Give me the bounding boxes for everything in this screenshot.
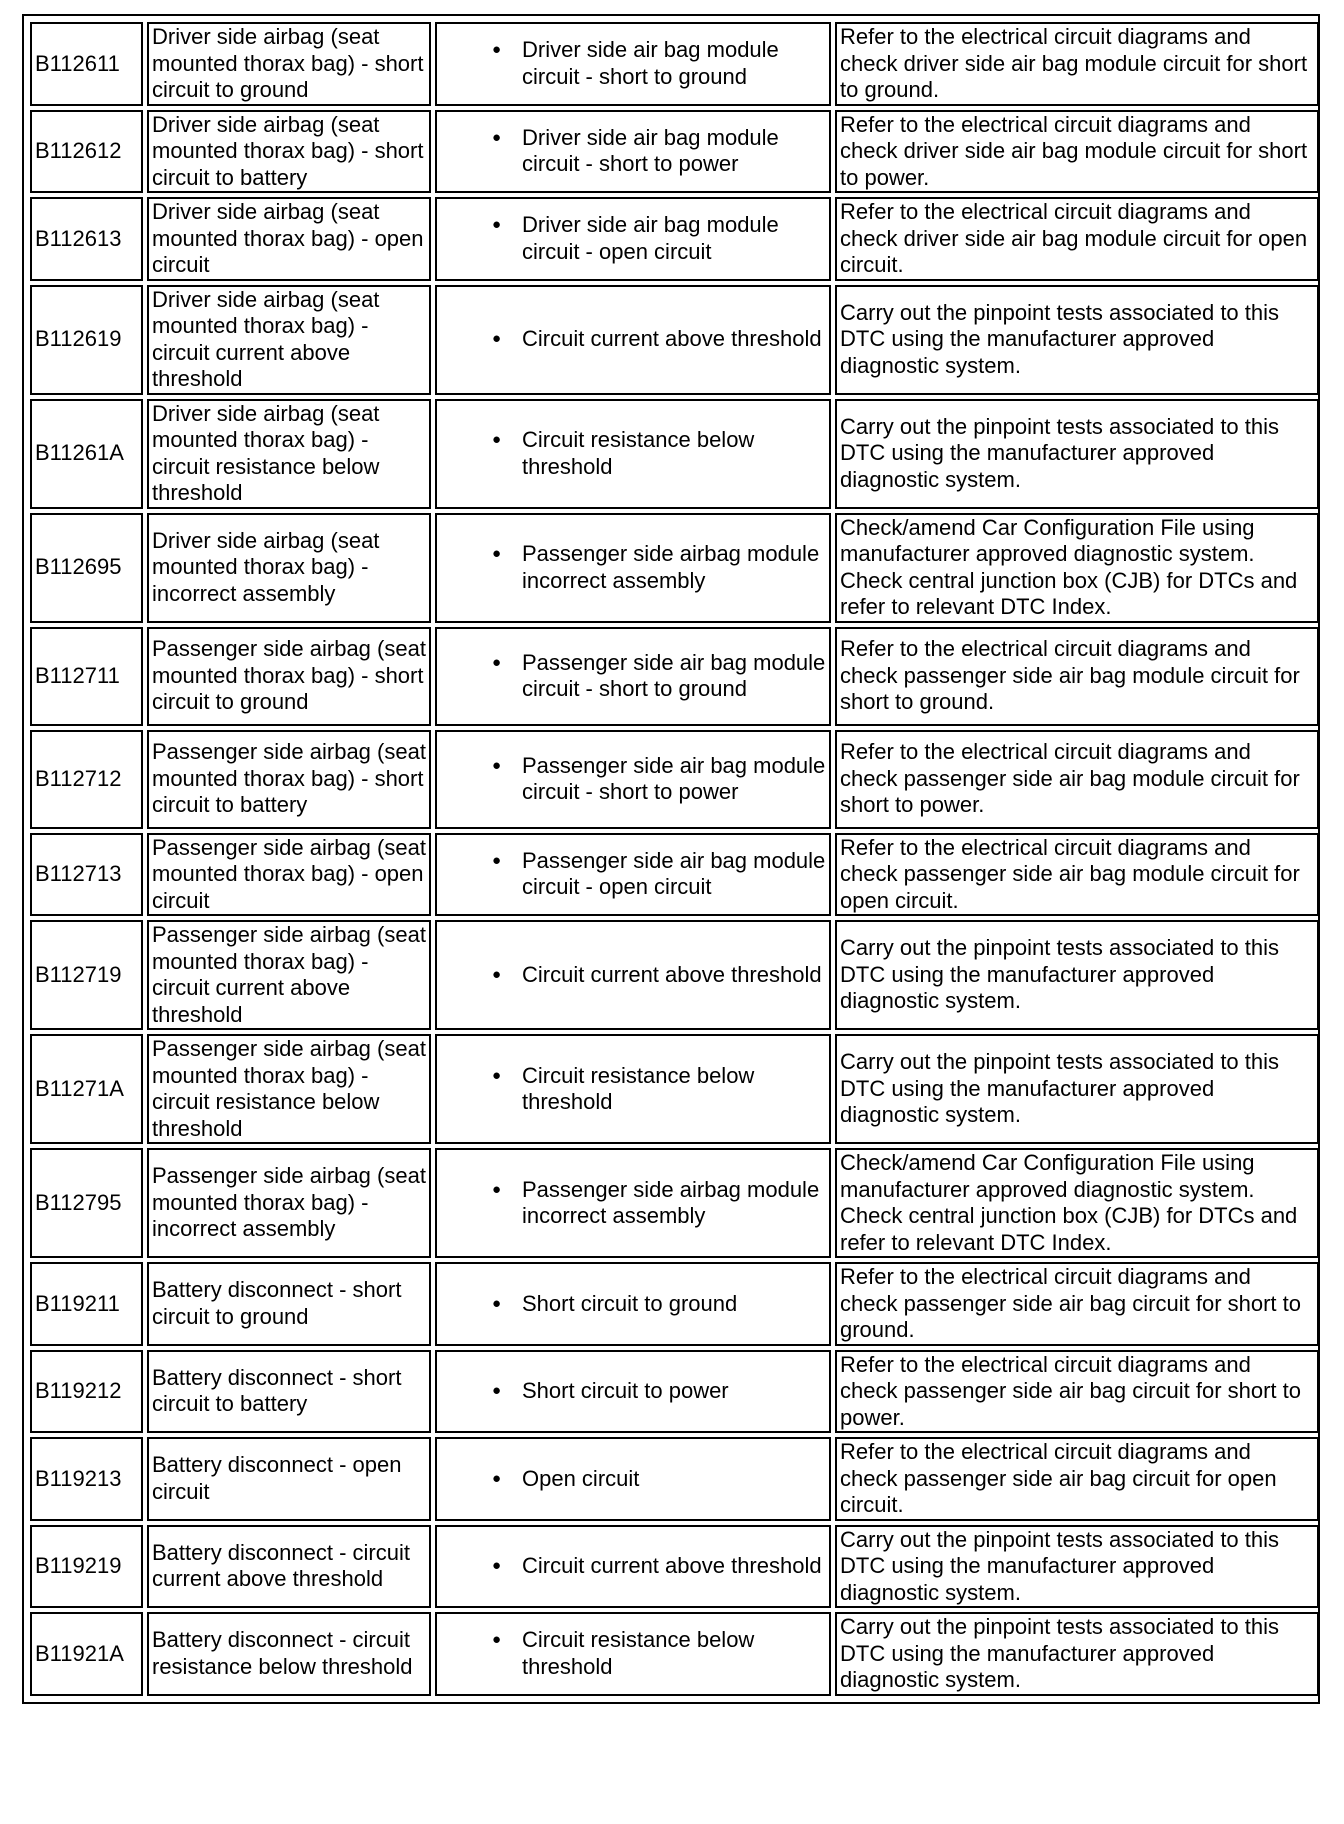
possible-cause-list <box>440 541 826 594</box>
action-cell: Refer to the electrical circuit diagrams and check driver side air bag module circuit for short to power. <box>835 110 1319 194</box>
table-row <box>30 1262 1319 1346</box>
dtc-description-cell: Battery disconnect - circuit current above threshold <box>147 1525 431 1609</box>
possible-cause-cell <box>435 730 831 829</box>
dtc-code-cell: B112613 <box>30 197 143 281</box>
possible-cause-cell <box>435 627 831 726</box>
dtc-description-cell: Passenger side airbag (seat mounted thorax bag) - short circuit to ground <box>147 627 431 726</box>
table-row <box>30 110 1319 194</box>
table-row <box>30 513 1319 623</box>
dtc-description-cell: Driver side airbag (seat mounted thorax bag) - short circuit to ground <box>147 22 431 106</box>
possible-cause-item: ● Driver side air bag module circuit - short to power <box>522 125 826 178</box>
dtc-code-cell: B112713 <box>30 833 143 917</box>
possible-cause-list <box>440 1063 826 1116</box>
action-cell: Refer to the electrical circuit diagrams and check driver side air bag module circuit for short to ground. <box>835 22 1319 106</box>
action-cell: Refer to the electrical circuit diagrams and check passenger side air bag circuit for short to power. <box>835 1350 1319 1434</box>
table-row <box>30 833 1319 917</box>
possible-cause-cell <box>435 285 831 395</box>
possible-cause-cell <box>435 1034 831 1144</box>
dtc-description-cell: Passenger side airbag (seat mounted thorax bag) - incorrect assembly <box>147 1148 431 1258</box>
table-row <box>30 197 1319 281</box>
action-cell: Check/amend Car Configuration File using manufacturer approved diagnostic system. Check central junction box (CJB) for DTCs and refer to relevant DTC Index. <box>835 513 1319 623</box>
table-row <box>30 1034 1319 1144</box>
possible-cause-item: ● Passenger side airbag module incorrect assembly <box>522 1177 826 1230</box>
dtc-code-cell: B11921A <box>30 1612 143 1696</box>
possible-cause-list <box>440 1627 826 1680</box>
possible-cause-item: ● Circuit resistance below threshold <box>522 1627 826 1680</box>
dtc-description-cell: Battery disconnect - open circuit <box>147 1437 431 1521</box>
possible-cause-list <box>440 212 826 265</box>
table-row <box>30 627 1319 726</box>
dtc-description-cell: Passenger side airbag (seat mounted thorax bag) - circuit resistance below threshold <box>147 1034 431 1144</box>
dtc-code-cell: B112619 <box>30 285 143 395</box>
dtc-code-cell: B112695 <box>30 513 143 623</box>
table-row <box>30 1612 1319 1696</box>
dtc-description-cell: Driver side airbag (seat mounted thorax bag) - incorrect assembly <box>147 513 431 623</box>
dtc-table <box>26 18 1323 1700</box>
action-cell: Carry out the pinpoint tests associated to this DTC using the manufacturer approved diagnostic system. <box>835 285 1319 395</box>
table-row <box>30 920 1319 1030</box>
possible-cause-cell <box>435 1437 831 1521</box>
table-row <box>30 399 1319 509</box>
possible-cause-list <box>440 326 826 353</box>
possible-cause-item: ● Short circuit to power <box>522 1378 826 1405</box>
dtc-description-cell: Passenger side airbag (seat mounted thorax bag) - circuit current above threshold <box>147 920 431 1030</box>
action-cell: Refer to the electrical circuit diagrams and check passenger side air bag circuit for open circuit. <box>835 1437 1319 1521</box>
table-row <box>30 22 1319 106</box>
dtc-code-cell: B112611 <box>30 22 143 106</box>
possible-cause-list <box>440 427 826 480</box>
dtc-code-cell: B119219 <box>30 1525 143 1609</box>
possible-cause-cell <box>435 513 831 623</box>
dtc-code-cell: B119213 <box>30 1437 143 1521</box>
possible-cause-cell <box>435 110 831 194</box>
dtc-code-cell: B112711 <box>30 627 143 726</box>
action-cell: Carry out the pinpoint tests associated to this DTC using the manufacturer approved diagnostic system. <box>835 1612 1319 1696</box>
dtc-code-cell: B112712 <box>30 730 143 829</box>
possible-cause-item: ● Circuit resistance below threshold <box>522 1063 826 1116</box>
possible-cause-list <box>440 125 826 178</box>
dtc-description-cell: Battery disconnect - circuit resistance below threshold <box>147 1612 431 1696</box>
action-cell: Refer to the electrical circuit diagrams and check passenger side air bag module circuit for short to power. <box>835 730 1319 829</box>
possible-cause-cell <box>435 22 831 106</box>
possible-cause-cell <box>435 197 831 281</box>
possible-cause-list <box>440 962 826 989</box>
possible-cause-item: ● Passenger side air bag module circuit - short to ground <box>522 650 826 703</box>
dtc-code-cell: B112795 <box>30 1148 143 1258</box>
dtc-code-cell: B112719 <box>30 920 143 1030</box>
dtc-description-cell: Driver side airbag (seat mounted thorax bag) - circuit resistance below threshold <box>147 399 431 509</box>
possible-cause-item: ● Driver side air bag module circuit - short to ground <box>522 37 826 90</box>
possible-cause-cell <box>435 1525 831 1609</box>
action-cell: Carry out the pinpoint tests associated to this DTC using the manufacturer approved diagnostic system. <box>835 1034 1319 1144</box>
dtc-description-cell: Battery disconnect - short circuit to battery <box>147 1350 431 1434</box>
possible-cause-item: ● Passenger side air bag module circuit - open circuit <box>522 848 826 901</box>
possible-cause-list <box>440 848 826 901</box>
dtc-description-cell: Driver side airbag (seat mounted thorax bag) - open circuit <box>147 197 431 281</box>
possible-cause-list <box>440 1291 826 1318</box>
possible-cause-item: ● Circuit current above threshold <box>522 962 826 989</box>
dtc-table-frame <box>22 14 1320 1704</box>
dtc-description-cell: Battery disconnect - short circuit to ground <box>147 1262 431 1346</box>
possible-cause-list <box>440 650 826 703</box>
action-cell: Check/amend Car Configuration File using manufacturer approved diagnostic system. Check central junction box (CJB) for DTCs and refer to relevant DTC Index. <box>835 1148 1319 1258</box>
dtc-code-cell: B11271A <box>30 1034 143 1144</box>
possible-cause-cell <box>435 833 831 917</box>
possible-cause-list <box>440 1553 826 1580</box>
dtc-table-body <box>30 22 1319 1696</box>
table-row <box>30 1437 1319 1521</box>
action-cell: Refer to the electrical circuit diagrams and check passenger side air bag module circuit for short to ground. <box>835 627 1319 726</box>
dtc-code-cell: B119211 <box>30 1262 143 1346</box>
action-cell: Carry out the pinpoint tests associated to this DTC using the manufacturer approved diagnostic system. <box>835 399 1319 509</box>
action-cell: Refer to the electrical circuit diagrams and check driver side air bag module circuit for open circuit. <box>835 197 1319 281</box>
possible-cause-cell <box>435 1612 831 1696</box>
possible-cause-list <box>440 1177 826 1230</box>
dtc-code-cell: B11261A <box>30 399 143 509</box>
table-row <box>30 1148 1319 1258</box>
dtc-description-cell: Passenger side airbag (seat mounted thorax bag) - short circuit to battery <box>147 730 431 829</box>
dtc-description-cell: Passenger side airbag (seat mounted thorax bag) - open circuit <box>147 833 431 917</box>
possible-cause-list <box>440 1466 826 1493</box>
possible-cause-item: ● Passenger side air bag module circuit - short to power <box>522 753 826 806</box>
dtc-code-cell: B119212 <box>30 1350 143 1434</box>
table-row <box>30 730 1319 829</box>
table-row <box>30 285 1319 395</box>
possible-cause-list <box>440 37 826 90</box>
possible-cause-cell <box>435 920 831 1030</box>
action-cell: Carry out the pinpoint tests associated to this DTC using the manufacturer approved diagnostic system. <box>835 1525 1319 1609</box>
dtc-description-cell: Driver side airbag (seat mounted thorax bag) - circuit current above threshold <box>147 285 431 395</box>
dtc-code-cell: B112612 <box>30 110 143 194</box>
table-row <box>30 1350 1319 1434</box>
possible-cause-cell <box>435 399 831 509</box>
possible-cause-item: ● Short circuit to ground <box>522 1291 826 1318</box>
possible-cause-item: ● Open circuit <box>522 1466 826 1493</box>
dtc-description-cell: Driver side airbag (seat mounted thorax bag) - short circuit to battery <box>147 110 431 194</box>
possible-cause-item: ● Circuit current above threshold <box>522 1553 826 1580</box>
possible-cause-cell <box>435 1148 831 1258</box>
action-cell: Carry out the pinpoint tests associated to this DTC using the manufacturer approved diagnostic system. <box>835 920 1319 1030</box>
action-cell: Refer to the electrical circuit diagrams and check passenger side air bag module circuit for open circuit. <box>835 833 1319 917</box>
possible-cause-cell <box>435 1262 831 1346</box>
possible-cause-item: ● Circuit current above threshold <box>522 326 826 353</box>
possible-cause-cell <box>435 1350 831 1434</box>
table-row <box>30 1525 1319 1609</box>
possible-cause-item: ● Passenger side airbag module incorrect assembly <box>522 541 826 594</box>
possible-cause-item: ● Driver side air bag module circuit - open circuit <box>522 212 826 265</box>
possible-cause-list <box>440 1378 826 1405</box>
possible-cause-item: ● Circuit resistance below threshold <box>522 427 826 480</box>
action-cell: Refer to the electrical circuit diagrams and check passenger side air bag circuit for short to ground. <box>835 1262 1319 1346</box>
possible-cause-list <box>440 753 826 806</box>
